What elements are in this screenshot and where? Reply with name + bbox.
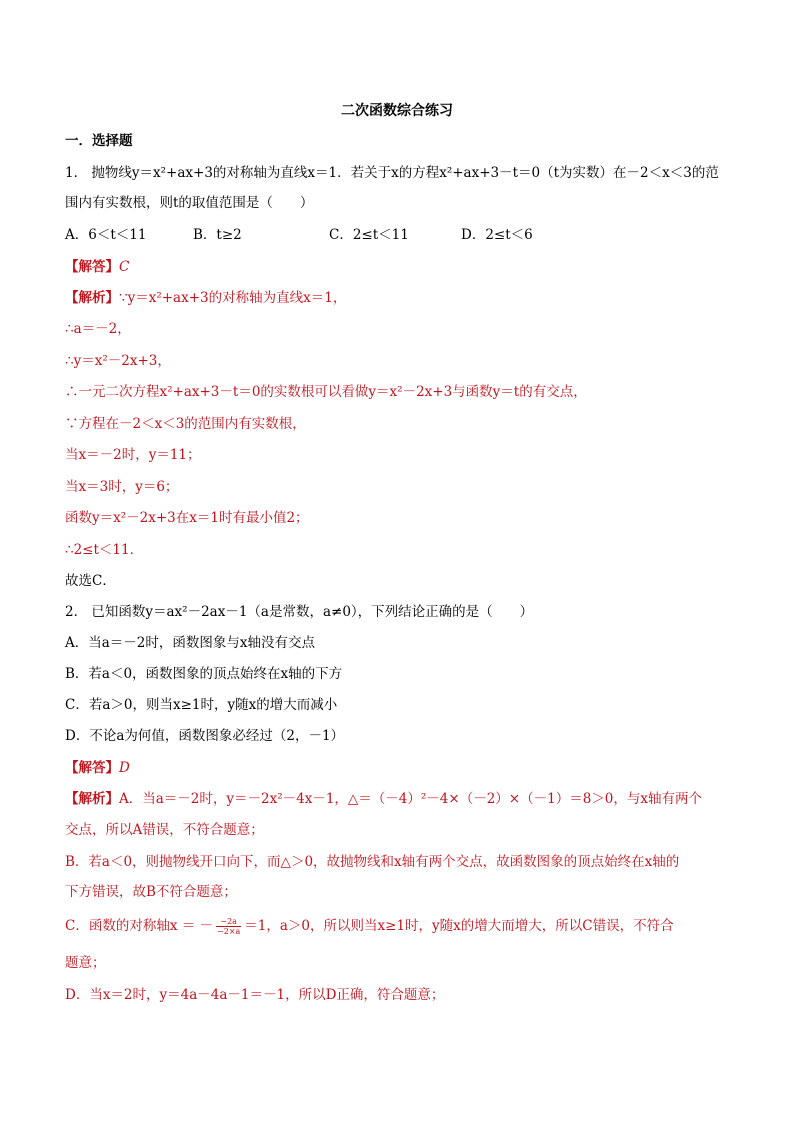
answer-value: D — [119, 760, 130, 776]
q1-analysis-line1 — [65, 288, 734, 308]
q1-analysis-line3: ∴y＝x²－2x+3， — [65, 353, 171, 369]
analysis-label: 【解析】 — [65, 791, 119, 807]
q1-analysis-line5: ∵方程在－2＜x＜3的范围内有实数根， — [65, 416, 306, 432]
page-title: 二次函数综合练习 — [341, 103, 453, 119]
q1-stem-line1: 1． 抛物线y＝x²+ax+3的对称轴为直线x＝1．若关于x的方程x²+ax+3－t＝0（t为实数）在－2＜x＜3的范 — [65, 165, 719, 181]
q2-analysis-a-line1 — [65, 789, 734, 809]
q2-analysis-a-line2: 交点，所以A错误，不符合题意； — [65, 822, 264, 838]
q2-option-a: A．当a＝－2时，函数图象与x轴没有交点 — [65, 635, 315, 651]
q2-analysis-b-line2: 下方错误，故B不符合题意； — [65, 884, 237, 900]
answer-label: 【解答】 — [65, 760, 119, 776]
q2-option-c: C．若a＞0，则当x≥1时，y随x的增大而减小 — [65, 697, 338, 713]
analysis-c-post: ＝1，a＞0，所以则当x≥1时，y随x的增大而增大，所以C错误，不符合 — [244, 918, 674, 934]
q1-options — [65, 225, 734, 245]
fraction — [216, 917, 241, 936]
q1-analysis-line2: ∴a＝－2， — [65, 321, 131, 337]
q1-stem-line2: 围内有实数根，则t的取值范围是（ ） — [65, 195, 314, 211]
answer-value: C — [119, 259, 130, 275]
q2-analysis-c-line2: 题意； — [65, 955, 106, 971]
q1-option-c: C．2≤t＜11 — [329, 227, 409, 243]
q2-analysis-b-line1: B．若a＜0，则抛物线开口向下，而△＞0，故抛物线和x轴有两个交点，故函数图象的顶点始终在x轴的 — [65, 854, 680, 870]
fraction-numerator: −2a — [216, 917, 241, 927]
q1-analysis-line4: ∴一元二次方程x²+ax+3－t＝0的实数根可以看做y＝x²－2x+3与函数y＝t的有交点， — [65, 384, 587, 400]
q2-analysis-d: D．当x＝2时，y＝4a－4a－1＝－1，所以D正确，符合题意； — [65, 987, 445, 1003]
q1-option-a: A．6＜t＜11 — [65, 227, 147, 243]
q1-analysis-line9: ∴2≤t＜11． — [65, 542, 144, 558]
fraction-denominator: −2×a — [217, 927, 241, 936]
q2-analysis-c-line1 — [65, 916, 734, 936]
section-heading: 一．选择题 — [65, 133, 133, 149]
q2-option-b: B．若a＜0，函数图象的顶点始终在x轴的下方 — [65, 666, 343, 682]
q1-option-d: D．2≤t＜6 — [461, 227, 533, 243]
q1-analysis-line8: 函数y＝x²－2x+3在x＝1时有最小值2； — [65, 510, 309, 526]
analysis-label: 【解析】 — [65, 290, 119, 306]
q1-analysis-line7: 当x＝3时，y＝6； — [65, 479, 179, 495]
analysis-c-pre: C．函数的对称轴x ＝ － — [65, 918, 214, 934]
q1-answer — [65, 257, 734, 277]
q2-stem: 2． 已知函数y＝ax²－2ax－1（a是常数，a≠0），下列结论正确的是（ ） — [65, 604, 534, 620]
answer-label: 【解答】 — [65, 259, 119, 275]
q1-analysis-line6: 当x＝－2时，y＝11； — [65, 447, 201, 463]
analysis-text: A．当a＝－2时，y＝－2x²－4x－1，△＝（－4）²－4×（－2）×（－1）＝8＞0，与x轴有两个 — [119, 791, 702, 807]
analysis-text: ∵y＝x²+ax+3的对称轴为直线x＝1， — [119, 290, 347, 306]
q1-option-b: B．t≥2 — [193, 227, 242, 243]
q2-answer — [65, 758, 734, 778]
q2-option-d: D．不论a为何值，函数图象必经过（2，－1） — [65, 728, 345, 744]
q1-conclusion: 故选C． — [65, 573, 116, 589]
